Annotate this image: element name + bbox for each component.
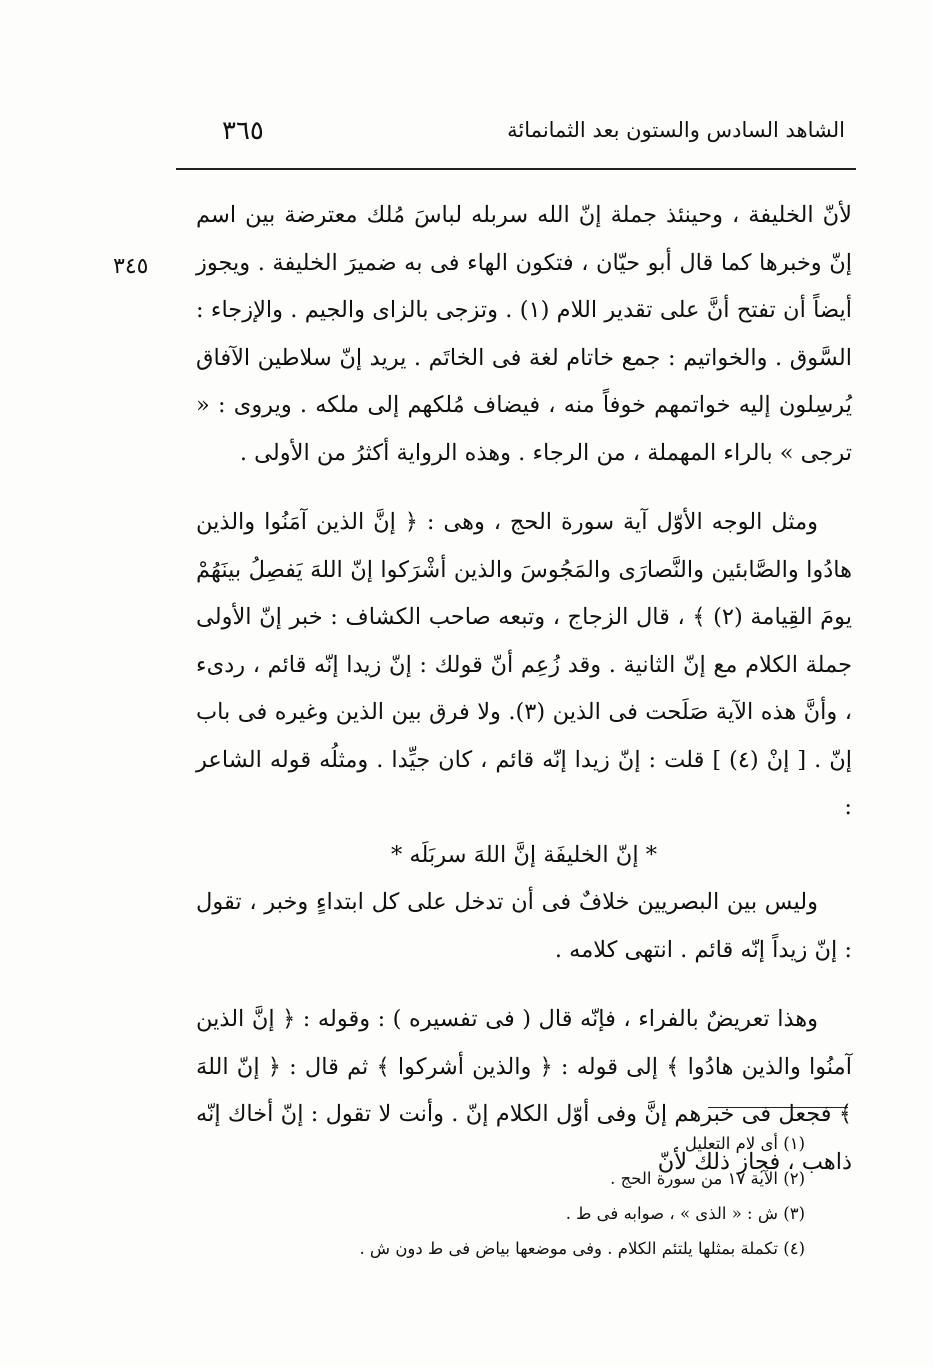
margin-reference-number: ٣٤٥ <box>113 254 149 279</box>
footnotes <box>205 1126 805 1266</box>
header-divider <box>176 168 856 170</box>
paragraph-4: وهذا تعريضٌ بالفراء ، فإنّه قال ( فى تفسيره ) : وقوله : ﴿ إنَّ الذين آمنُوا والذين هادُوا ﴾ إلى قوله : ﴿ والذين أشركوا ﴾ ثم قال : ﴿ إنّ اللهَ ﴾ فجعل فى خبرهم إنَّ وفى أوّل الكلام إنّ . وأنت لا تقول : إنّ أخاك إنّه ذاهب ، فجاز ذلك لأنّ <box>196 1006 852 1175</box>
paragraph-1: لأنّ الخليفة ، وحينئذ جملة إنّ الله سربله لباسَ مُلك معترضة بين اسم إنّ وخبرها كما قال أبو حيّان ، فتكون الهاء فى به ضميرَ الخليفة . ويجوز أيضاً أن تفتح أنَّ على تقدير اللام (١) . وتزجى بالزاى والجيم . والإزجاء : السَّوق . والخواتيم : جمع خاتام لغة فى الخاتَم . يريد إنّ سلاطين الآفاق يُرسِلون إليه خواتمهم خوفاً منه ، فيضاف مُلكهم إلى ملكه . ويروى : « ترجى » بالراء المهملة ، من الرجاء . وهذه الرواية أكثرُ من الأولى . <box>196 202 852 466</box>
page-number: ٣٦٥ <box>222 116 264 146</box>
paragraph-3: وليس بين البصريين خلافٌ فى أن تدخل على كل ابتداءٍ وخبر ، تقول : إنّ زيداً إنّه قائم . انتهى كلامه . <box>196 889 852 963</box>
footnote-2: (٢) الآية ١٧ من سورة الحج . <box>610 1169 805 1188</box>
paragraph-2: ومثل الوجه الأوّل آية سورة الحج ، وهى : ﴿ إنَّ الذين آمَنُوا والذين هادُوا والصَّابئين والنَّصارَى والمَجُوسَ والذين أشْرَكوا إنّ اللهَ يَفصِلُ بينَهُمْ يومَ القِيامة (٢) ﴾ ، قال الزجاج ، وتبعه صاحب الكشاف : خبر إنّ الأولى جملة الكلام مع إنّ الثانية . وقد زُعِم أنّ قولك : إنّ زيدا إنّه قائم ، ردىء ، وأنَّ هذه الآية صَلَحت فى الذين (٣). ولا فرق بين الذين وغيره فى باب إنّ . [ إنْ (٤) ] قلت : إنّ زيدا إنّه قائم ، كان جيِّدا . ومثلُه قوله الشاعر : <box>196 509 852 820</box>
footnote-divider <box>708 1107 848 1108</box>
footnote-3: (٣) ش : « الذى » ، صوابه فى ط . <box>565 1204 805 1223</box>
running-header-title: الشاهد السادس والستون بعد الثمانمائة <box>507 118 845 142</box>
footnote-1: (١) أى لام التعليل . <box>674 1134 805 1153</box>
poetry-verse: * إنّ الخليفَة إنَّ اللهَ سربَلَه * <box>391 841 657 868</box>
footnote-4: (٤) تكملة بمثلها يلتئم الكلام . وفى موضعها بياض فى ط دون ش . <box>359 1239 805 1258</box>
main-text <box>196 192 852 1186</box>
